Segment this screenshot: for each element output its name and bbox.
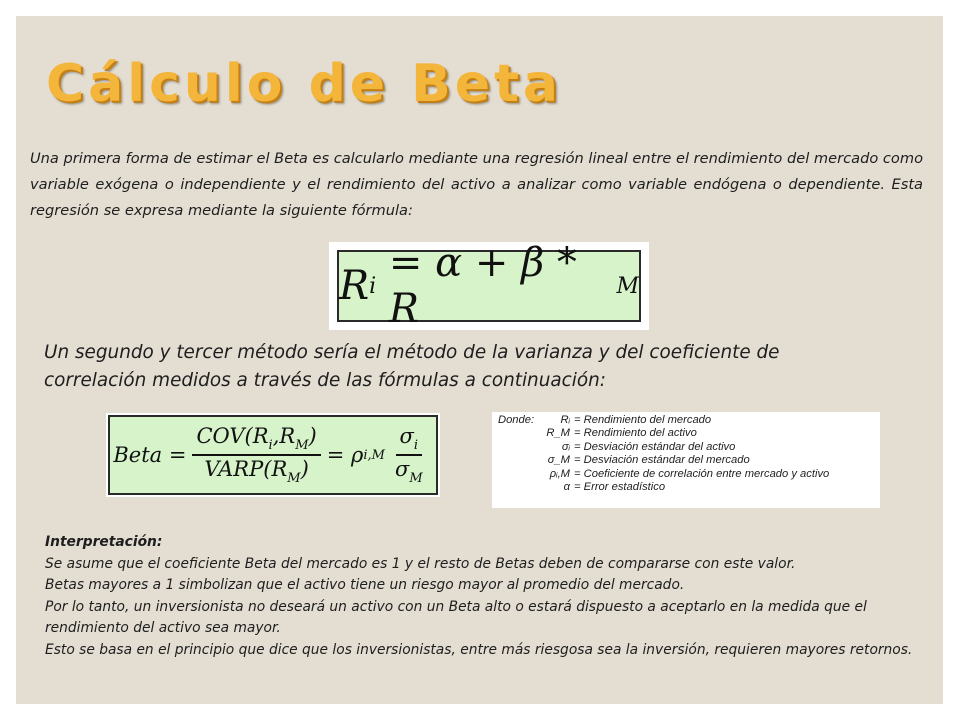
- intro-paragraph: Una primera forma de estimar el Beta es calcularlo mediante una regresión lineal entre el rendimiento del mercado como variable exógena o independiente y el rendimiento del activo a analizar como variable endógena o dependiente. Esta regresión se expresa mediante la siguiente fórmula:: [30, 150, 924, 219]
- formula1-lhs: R: [339, 263, 370, 309]
- varp-end: ): [300, 457, 309, 481]
- formula-legend: [492, 412, 880, 508]
- legend-row: ρᵢ,M = Coeficiente de correlación entre mercado y activo: [549, 467, 830, 480]
- legend-rows: [536, 414, 829, 494]
- regression-formula: [329, 242, 649, 330]
- varp-text: VARP(R: [204, 457, 288, 481]
- sigma-fraction: [391, 424, 427, 486]
- cov-text: COV(R: [196, 424, 269, 448]
- interpretation-line: Betas mayores a 1 simbolizan que el activo tiene un riesgo mayor al promedio del mercado.: [45, 577, 685, 594]
- interpretation-line: Se asume que el coeficiente Beta del mercado es 1 y el resto de Betas deben de compararse con este valor.: [45, 555, 796, 572]
- interpretation-line: Esto se basa en el principio que dice que los inversionistas, entre más riesgosa sea la inversión, requieren mayores retornos.: [45, 641, 913, 658]
- formula1-lhs-sub: i: [369, 273, 377, 299]
- formula1-rhs-sub: M: [616, 273, 639, 299]
- sigma-m: σ: [394, 457, 410, 481]
- cov-sub-m: M: [295, 438, 309, 453]
- interpretation-line: Por lo tanto, un inversionista no deseará un activo con un Beta alto o estará dispuesto a aceptarlo en la medida que el rendimiento del activo sea mayor.: [45, 598, 867, 637]
- interpretation-heading: Interpretación:: [45, 534, 163, 550]
- cov-sub-i: i: [268, 438, 273, 453]
- formula2-lhs: Beta =: [113, 443, 187, 467]
- interpretation-section: [45, 532, 940, 662]
- slide: [16, 16, 943, 704]
- legend-row: α = Error estadístico: [563, 480, 666, 493]
- formula1-rhs: = α + β * R: [388, 240, 577, 332]
- cov-fraction: [192, 424, 320, 486]
- sigma-m-sub: M: [409, 471, 423, 486]
- beta-formula: [106, 413, 440, 497]
- sigma-i-sub: i: [413, 438, 419, 453]
- legend-row: Rᵢ = Rendimiento del mercado: [560, 414, 712, 426]
- cov-end: ): [308, 424, 317, 448]
- rho-symbol: = ρ: [326, 443, 364, 467]
- rho-sub: i,M: [363, 447, 385, 463]
- legend-row: σᵢ = Desviación estándar del activo: [561, 440, 736, 453]
- legend-label: Donde:: [498, 414, 535, 426]
- varp-sub-m: M: [287, 471, 301, 486]
- legend-row: R_M = Rendimiento del activo: [546, 427, 697, 440]
- legend-row: σ_M = Desviación estándar del mercado: [547, 454, 750, 467]
- method-paragraph: Un segundo y tercer método sería el método de la varianza y del coeficiente de correlación medidos a través de las fórmulas a continuación:: [44, 342, 780, 391]
- slide-title: Cálculo de Beta: [46, 54, 563, 114]
- cov-mid: ,R: [272, 424, 296, 448]
- sigma-i: σ: [399, 424, 414, 448]
